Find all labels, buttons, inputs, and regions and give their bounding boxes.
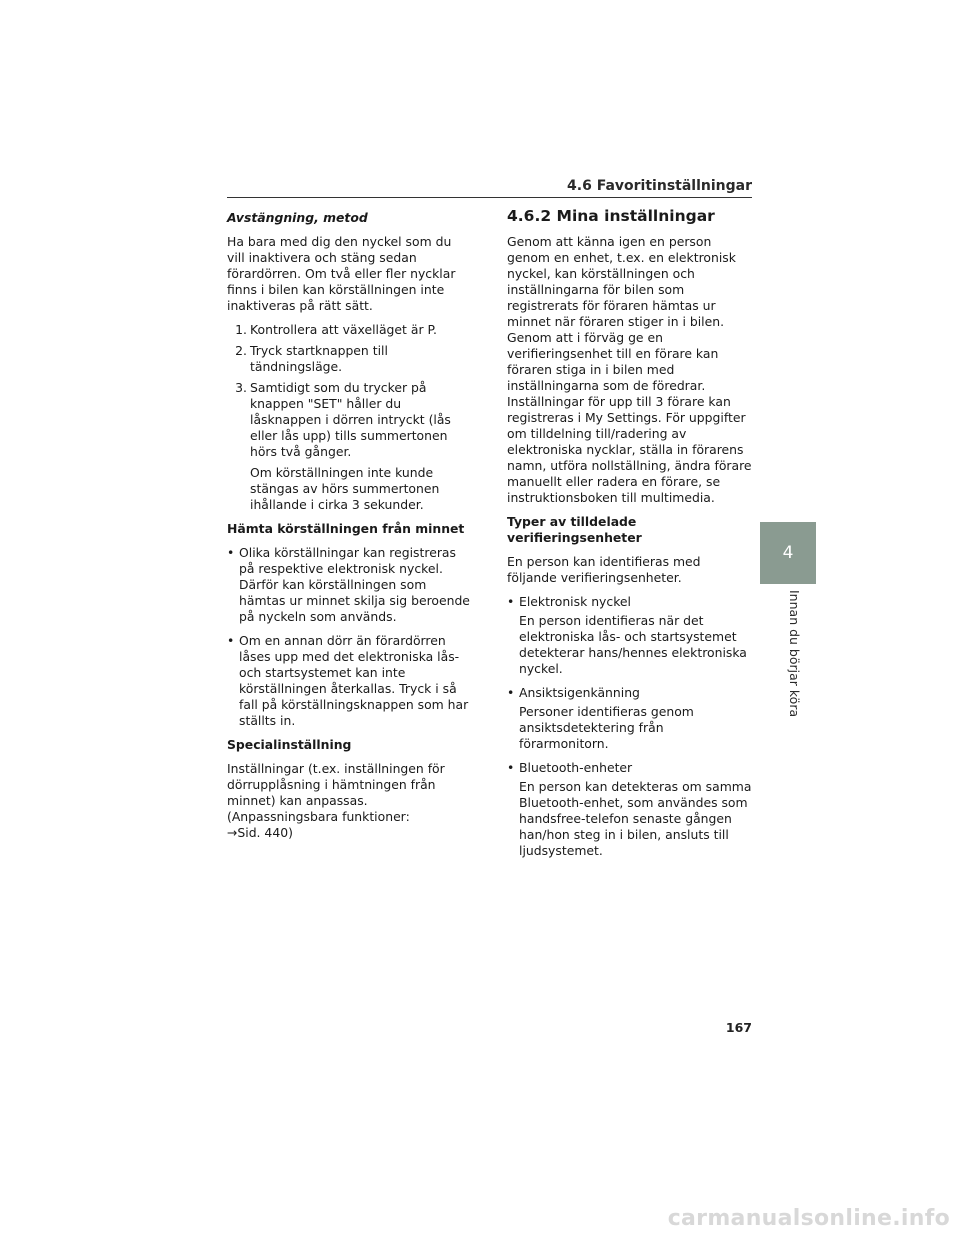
device-description: En person kan detekteras om samma Bluetooth-enhet, som användes som handsfree-telefon senaste gången han/hon steg in i bilen, ansluts till ljudsystemet. bbox=[519, 779, 752, 858]
device-title: Ansiktsigenkänning bbox=[519, 685, 640, 700]
device-title: Bluetooth-enheter bbox=[519, 760, 633, 775]
device-description: Personer identifieras genom ansiktsdetektering från förarmonitorn. bbox=[519, 704, 694, 751]
step-number: 1. bbox=[235, 322, 247, 337]
recall-bullet bbox=[227, 633, 472, 729]
chapter-tab-label: Innan du börjar köra bbox=[787, 590, 802, 718]
step-number: 2. bbox=[235, 343, 247, 358]
device-description: En person identifieras när det elektroniska lås- och startsystemet detekterar hans/hennes elektroniska nyckel. bbox=[519, 613, 747, 676]
section-intro: Genom att känna igen en person genom en enhet, t.ex. en elektronisk nyckel, kan körställningen och inställningarna för bilen som registrerats för föraren hämtas ur minnet när föraren stiger in i bilen. Genom att i förväg ge en verifieringsenhet till en förare kan föraren stiga in i bilen med inställningarna som de föredrar. Inställningar för upp till 3 förare kan registreras i My Settings. För uppgifter om tilldelning till/radering av elektroniska nycklar, ställa in förarens namn, utföra nollställning, ändra förare manuellt eller radera en förare, se instruktionsboken till multimedia. bbox=[507, 234, 752, 505]
step-text: Kontrollera att växelläget är P. bbox=[250, 322, 437, 337]
bullet-marker: • bbox=[227, 633, 235, 648]
bullet-text: Om en annan dörr än förardörren låses upp med det elektroniska lås- och startsystemet kan inte körställningen återkallas. Tryck i så fall på körställningsknappen som har ställts in. bbox=[239, 633, 469, 728]
types-intro: En person kan identifieras med följande verifieringsenheter. bbox=[507, 554, 701, 585]
right-column bbox=[507, 208, 752, 867]
special-body: Inställningar (t.ex. inställningen för dörrupplåsning i hämtningen från minnet) kan anpassas. (Anpassningsbara funktioner: bbox=[227, 761, 445, 824]
step-text: Samtidigt som du trycker på knappen "SET" håller du låsknappen i dörren intryckt (lås eller lås upp) tills summertonen hörs två gånger. bbox=[250, 380, 451, 459]
step-number: 3. bbox=[235, 380, 247, 395]
step-item bbox=[227, 322, 472, 338]
shutoff-intro: Ha bara med dig den nyckel som du vill inaktivera och stäng sedan förardörren. Om två eller fler nycklar finns i bilen kan körställningen inte inaktiveras på rätt sätt. bbox=[227, 234, 456, 313]
bullet-text: Olika körställningar kan registreras på respektive elektronisk nyckel. Därför kan körställningen som hämtas ur minnet skilja sig beroende på nyckeln som används. bbox=[239, 545, 470, 624]
step-text: Tryck startknappen till tändningsläge. bbox=[250, 343, 388, 374]
types-heading: Typer av tilldelade verifieringsenheter bbox=[507, 514, 642, 545]
page-reference-link[interactable]: →Sid. 440) bbox=[227, 825, 293, 840]
step-item bbox=[227, 380, 472, 460]
page-number: 167 bbox=[725, 1020, 752, 1035]
header-divider bbox=[227, 197, 752, 198]
device-item bbox=[507, 760, 752, 859]
recall-heading: Hämta körställningen från minnet bbox=[227, 521, 465, 536]
device-title: Elektronisk nyckel bbox=[519, 594, 631, 609]
step-note: Om körställningen inte kunde stängas av hörs summertonen ihållande i cirka 3 sekunder. bbox=[250, 465, 440, 512]
bullet-marker: • bbox=[227, 545, 235, 560]
watermark: carmanualsonline.info bbox=[667, 1206, 950, 1231]
section-heading: 4.6.2 Mina inställningar bbox=[507, 207, 715, 225]
device-item bbox=[507, 594, 752, 677]
special-heading: Specialinställning bbox=[227, 737, 352, 752]
shutoff-heading: Avstängning, metod bbox=[227, 210, 368, 225]
step-item bbox=[227, 343, 472, 375]
device-item bbox=[507, 685, 752, 752]
chapter-tab: 4 bbox=[760, 522, 816, 584]
left-column bbox=[227, 210, 472, 841]
recall-bullet bbox=[227, 545, 472, 625]
bullet-marker: • bbox=[507, 760, 515, 775]
bullet-marker: • bbox=[507, 594, 515, 609]
special-text bbox=[227, 761, 472, 841]
bullet-marker: • bbox=[507, 685, 515, 700]
section-header-title: 4.6 Favoritinställningar bbox=[567, 178, 752, 194]
